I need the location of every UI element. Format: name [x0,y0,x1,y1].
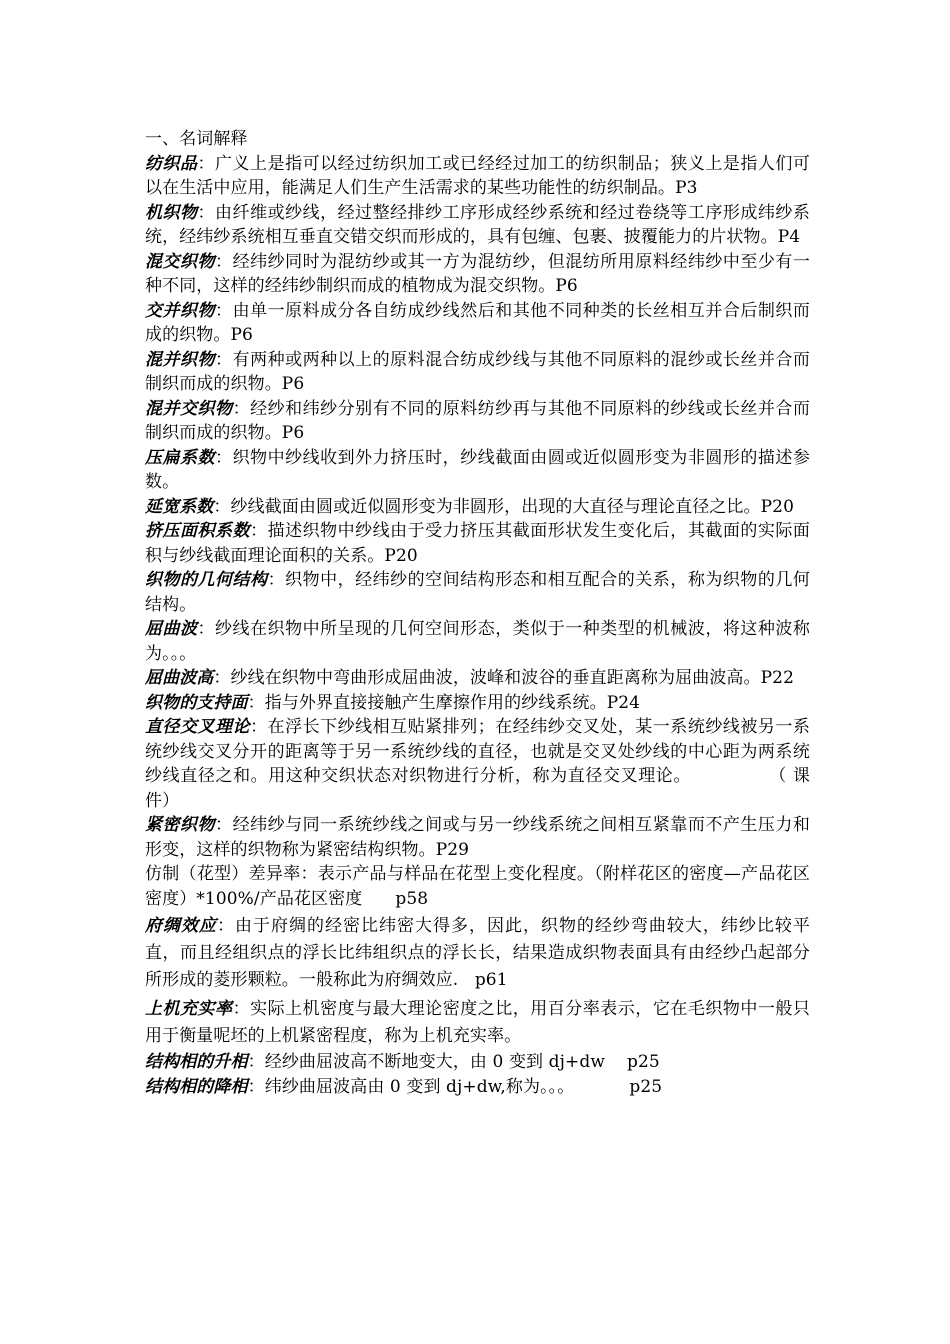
term: 织物的支持面 [145,692,248,713]
term-separator: ： [267,570,286,590]
term-separator: ： [250,521,268,541]
term-separator: ： [215,300,233,321]
term: 混并织物 [145,349,216,370]
entry-crimp-wave [145,617,810,666]
definition: 指与外界直接接触产生摩擦作用的纱线系统。P24 [264,692,641,713]
entry-blend-doubled-interwoven-fabric [145,397,810,446]
term: 结构相的降相 [145,1076,248,1097]
definition: 织物中，经纬纱的空间结构形态和相互配合的关系，称为织物的几何结构。 [145,570,810,615]
term: 直径交叉理论 [145,717,251,737]
entry-textile [145,152,810,201]
document-page [145,127,810,1099]
definition: 纱线在织物中弯曲形成屈曲波，波峰和波谷的垂直距离称为屈曲波高。P22 [230,668,794,688]
term: 挤压面积系数 [145,521,251,541]
entry-structure-phase-fall [145,1075,810,1100]
entry-blend-doubled-fabric [145,348,810,397]
term-separator: ： [213,496,231,517]
entry-fabric-geometric-structure [145,568,810,617]
term-separator: ： [215,251,233,272]
term: 府绸效应 [145,916,217,936]
entry-crimp-wave-height [145,666,810,691]
term-separator: ： [197,202,216,223]
definition: 织物中纱线收到外力挤压时，纱线截面由圆或近似圆形变为非圆形的描述参数。 [145,447,810,492]
entry-diameter-crossing-theory [145,715,810,813]
entry-compression-area-coefficient [145,519,810,568]
term-separator: ： [213,668,231,688]
term: 交并织物 [145,300,216,321]
definition: 仿制（花型）差异率：表示产品与样品在花型上变化程度。（附样花区的密度—产品花区密度）*100%/产品花区密度 p58 [145,864,810,909]
entry-structure-phase-rise [145,1050,810,1075]
entry-pattern-difference-rate [145,862,810,911]
definition: 由单一原料成分各自纺成纱线然后和其他不同种类的长丝相互并合后制织而成的织物。P6 [145,300,810,345]
definition: 有两种或两种以上的原料混合纺成纱线与其他不同原料的混纱或长丝并合而制织而成的织物。P6 [145,349,810,394]
term-separator: ： [215,447,233,468]
definition: 在浮长下纱线相互贴紧排列；在经纬纱交叉处，某一系统纱线被另一系统纱线交叉分开的距离等于另一系统纱线的直径，也就是交叉处纱线的中心距为两系统纱线直径之和。用这种交织状态对织物进行分析，称为直径交叉理论。 （ 课件） [145,717,810,811]
definition: 由于府绸的经密比纬密大得多，因此，织物的经纱弯曲较大，纬纱比较平直，而且经组织点的浮长比纬组织点的浮长长，结果造成织物表面具有由经纱凸起部分所形成的菱形颗粒。一般称此为府绸效应. p61 [145,916,810,990]
term-separator: ： [217,916,235,936]
entry-woven-fabric [145,201,810,250]
entry-flattening-coefficient [145,446,810,495]
term: 紧密织物 [145,815,216,835]
definition: 纬纱曲屈波高由 0 变到 dj+dw,称为。。。 p25 [264,1076,663,1097]
term: 延宽系数 [145,496,214,517]
term: 混并交织物 [145,398,233,419]
term-separator: ： [197,153,216,174]
definition: 经纱曲屈波高不断地变大，由 0 变到 dj+dw p25 [264,1052,660,1072]
definition: 经纬纱同时为混纺纱或其一方为混纺纱，但混纺所用原料经纬纱中至少有一种不同，这样的经纬纱制织而成的植物成为混交织物。P6 [145,251,810,296]
section-title: 一、名词解释 [145,129,248,149]
definition: 纱线截面由圆或近似圆形变为非圆形，出现的大直径与理论直径之比。P20 [230,496,794,517]
definition: 经纱和纬纱分别有不同的原料纺纱再与其他不同原料的纱线或长丝并合而制织而成的织物。P6 [145,398,811,443]
term: 压扁系数 [145,447,216,468]
term-separator: ： [247,1076,265,1097]
definition: 描述织物中纱线由于受力挤压其截面形状发生变化后，其截面的实际面积与纱线截面理论面积的关系。P20 [145,521,810,566]
term: 织物的几何结构 [145,570,268,590]
term-separator: ： [232,398,251,419]
definition: 广义上是指可以经过纺织加工或已经经过加工的纺织制品；狭义上是指人们可以在生活中应用，能满足人们生产生活需求的某些功能性的纺织制品。P3 [145,153,810,198]
definition: 经纬纱与同一系统纱线之间或与另一纱线系统之间相互紧靠而不产生压力和形变，这样的织物称为紧密结构织物。P29 [145,815,810,860]
term-separator: ： [247,1052,265,1072]
term-separator: ： [250,717,268,737]
term: 屈曲波高 [145,668,214,688]
term: 混交织物 [145,251,216,272]
term: 结构相的升相 [145,1052,248,1072]
entry-fabric-support-surface [145,691,810,716]
definition: 由纤维或纱线，经过整经排纱工序形成经纱系统和经过卷绕等工序形成纬纱系统，经纬纱系统相互垂直交错交织而形成的，具有包缠、包裹、披覆能力的片状物。P4 [145,202,810,247]
term-separator: ： [232,999,251,1019]
entry-widening-coefficient [145,495,810,520]
term-separator: ： [247,692,265,713]
term: 机织物 [145,202,198,223]
entry-loom-fullness-rate [145,996,810,1050]
term-separator: ： [215,349,233,370]
term: 屈曲波 [145,619,198,639]
term: 纺织品 [145,153,198,174]
definition: 实际上机密度与最大理论密度之比，用百分率表示，它在毛织物中一般只用于衡量呢坯的上机紧密程度，称为上机充实率。 [145,999,811,1046]
entry-mixed-interwoven-fabric [145,250,810,299]
term-separator: ： [215,815,233,835]
entry-doubled-fabric [145,299,810,348]
entry-tight-fabric [145,813,810,862]
entry-poplin-effect [145,913,810,994]
definition: 纱线在织物中所呈现的几何空间形态，类似于一种类型的机械波，将这种波称为。。。 [145,619,810,664]
term: 上机充实率 [145,999,233,1019]
term-separator: ： [197,619,216,639]
